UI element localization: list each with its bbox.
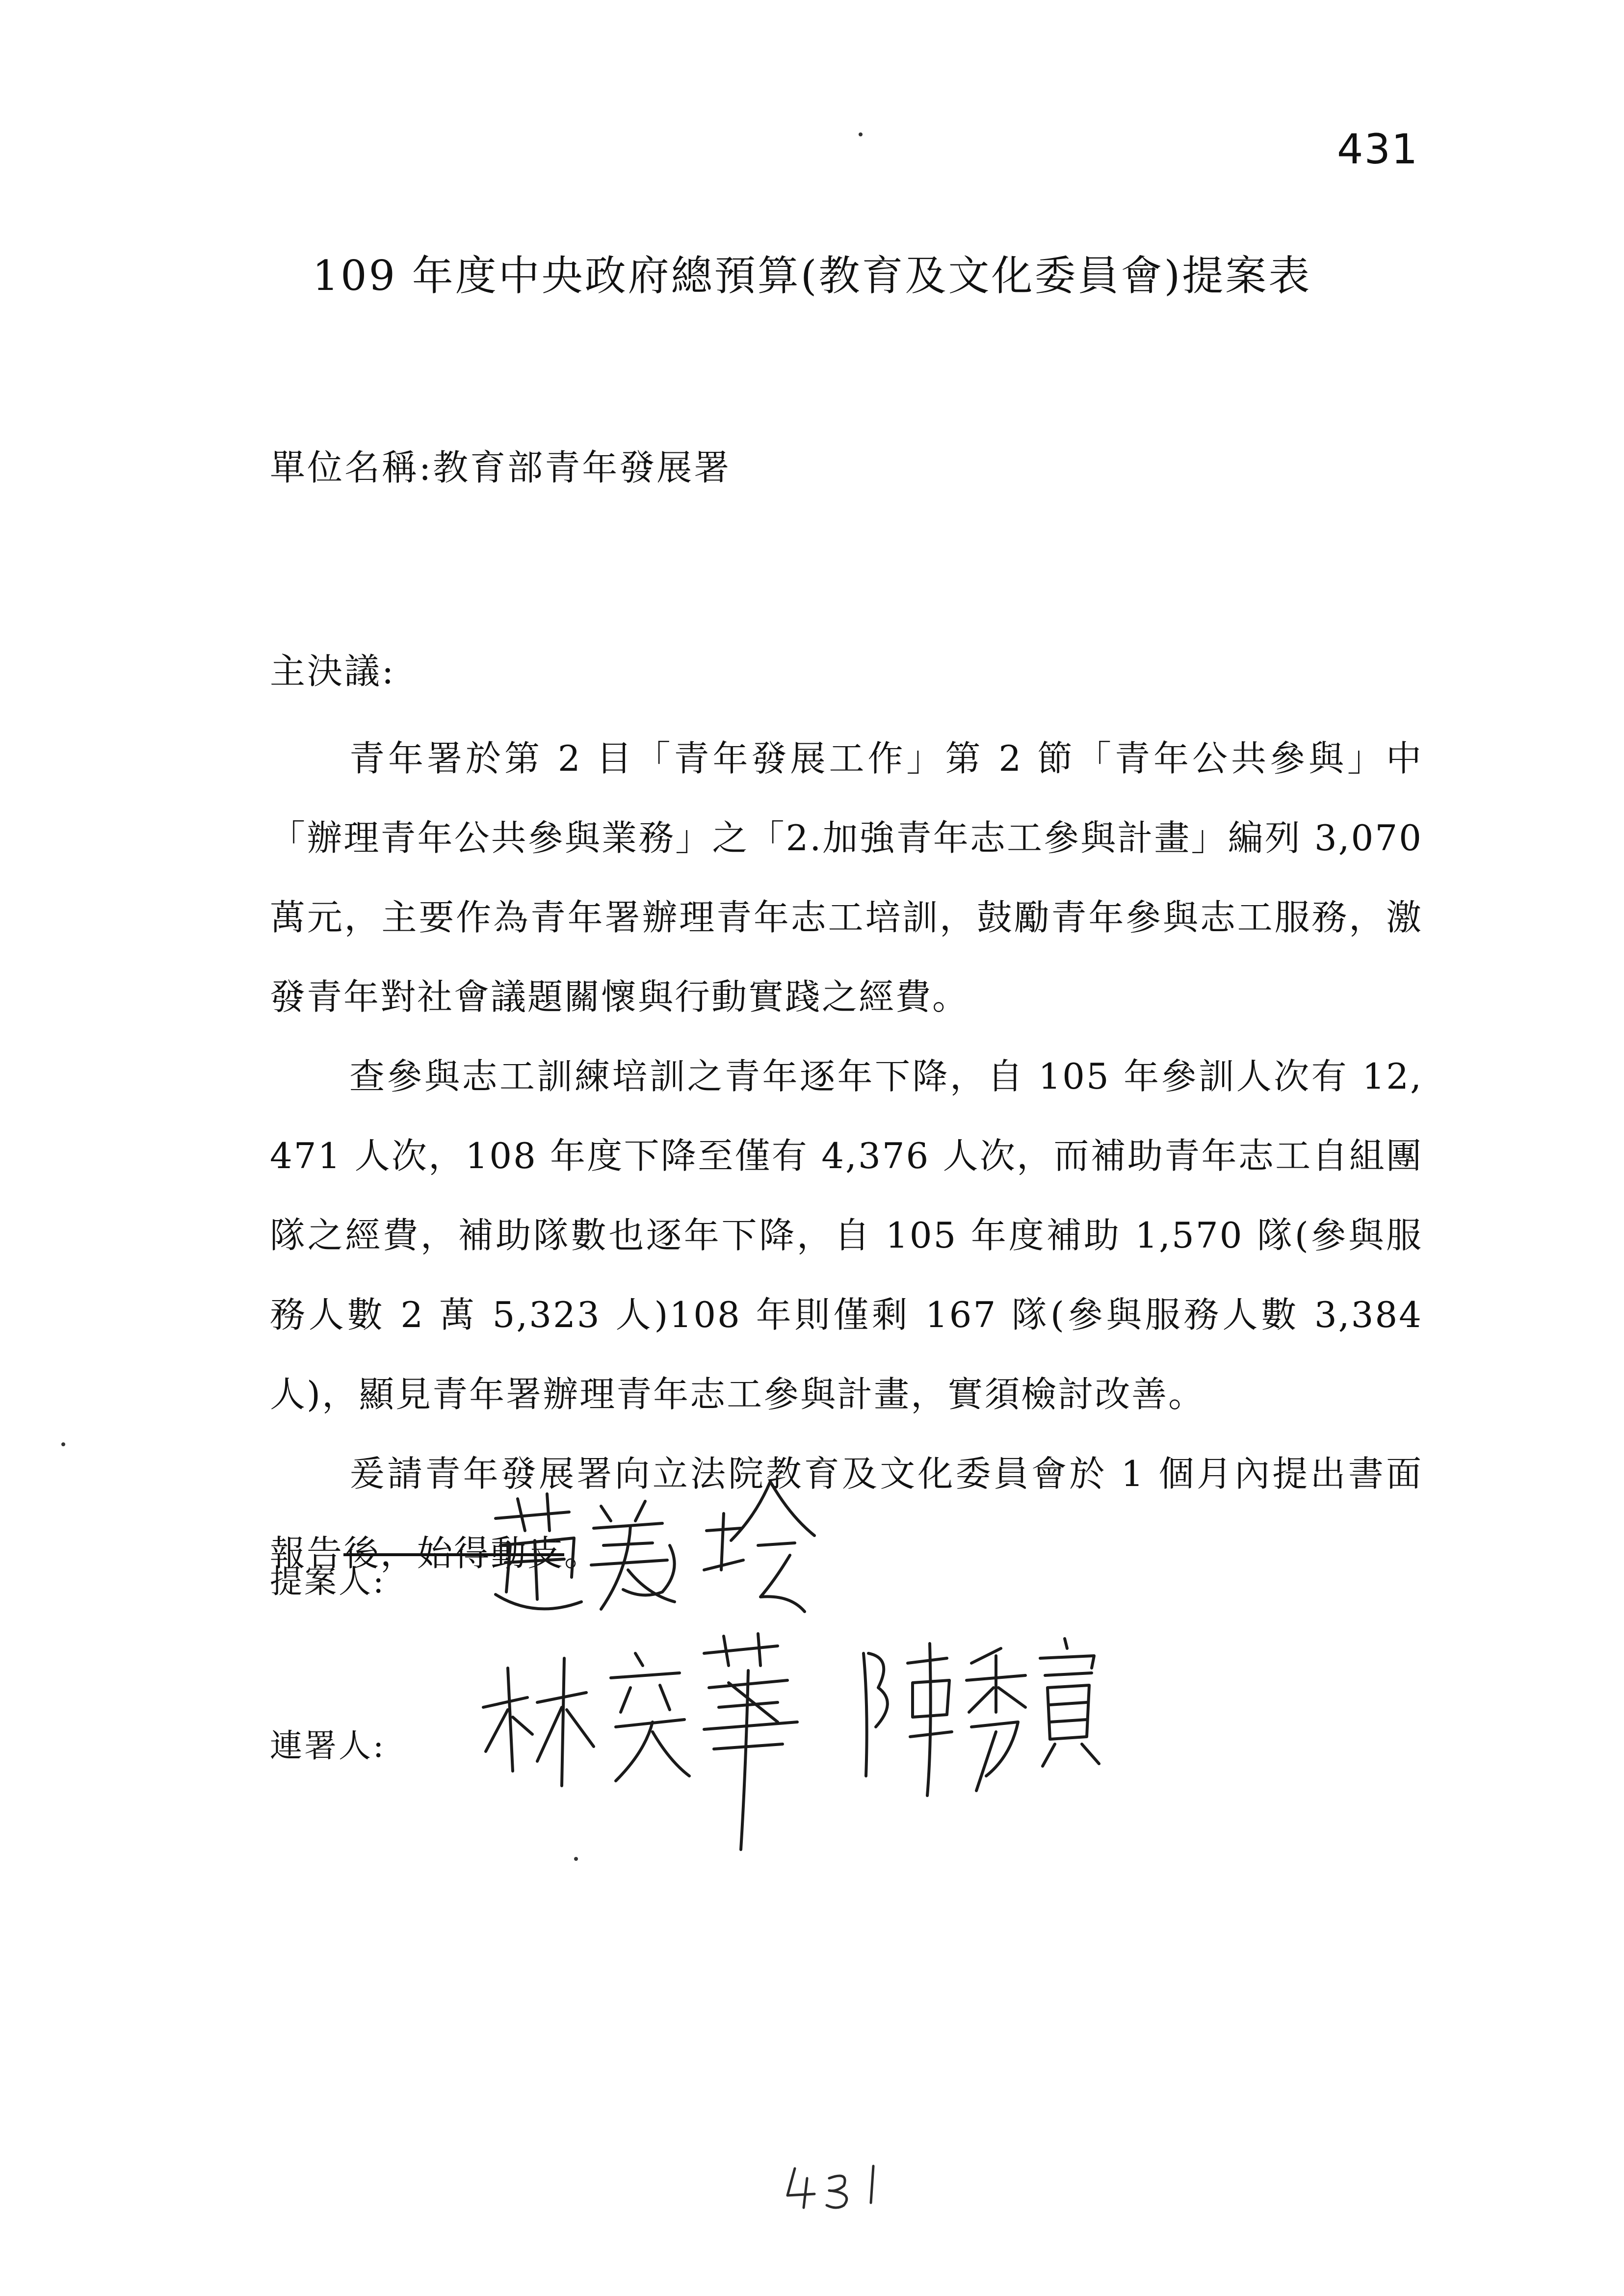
struck-text: 後，始得動支 [343,1533,565,1574]
paragraph-2: 查參與志工訓練培訓之青年逐年下降，自 105 年參訓人次有 12,471 人次，108 年度下降至僅有 4,376 人次，而補助青年志工自組團隊之經費，補助隊數也逐年下降，自 105 年度補助 1,570 隊(參與服務人數 2 萬 5,323 人)108 年則僅剩 167 隊(參與服務人數 3,384 人)，顯見青年署辦理青年志工參與計畫，實須檢討改善。 [270,1056,1423,1415]
scan-speck [859,132,863,136]
proposer-signature [476,1472,878,1631]
handwritten-page-number [780,2159,898,2219]
unit-name: 單位名稱:教育部青年發展署 [270,447,732,488]
paragraph-1: 青年署於第 2 目「青年發展工作」第 2 節「青年公共參與」中「辦理青年公共參與業務」之「2.加強青年志工參與計畫」編列 3,070 萬元，主要作為青年署辦理青年志工培訓，鼓勵青年參與志工服務，激發青年對社會議題關懷與行動實踐之經費。 [270,738,1423,1018]
cosigner-row [270,1624,1153,1854]
proposer-row [270,1472,908,1629]
scan-speck [574,1857,578,1861]
cosigner-signature-2 [849,1629,1104,1817]
handwritten-page-number-graphic [780,2159,898,2218]
resolution-label: 主決議: [270,651,396,692]
document-title: 109 年度中央政府總預算(教育及文化委員會)提案表 [312,252,1312,300]
page-number: 431 [1337,125,1419,173]
cosigner-signature-2-graphic [849,1629,1104,1815]
scan-speck [61,1442,65,1446]
proposer-label: 提案人: [270,1563,386,1600]
proposer-signature-graphic [476,1472,878,1629]
paragraph-3-end: 。 [564,1533,602,1574]
cosigner-signature-1 [473,1624,856,1856]
cosigner-signature-1-graphic [473,1624,856,1854]
cosigner-label: 連署人: [270,1727,386,1765]
paragraph-3-start: 爰請青年發展署向立法院教育及文化委員會於 1 個月內提出書面報告 [270,1453,1423,1574]
resolution-body [270,719,1423,1593]
